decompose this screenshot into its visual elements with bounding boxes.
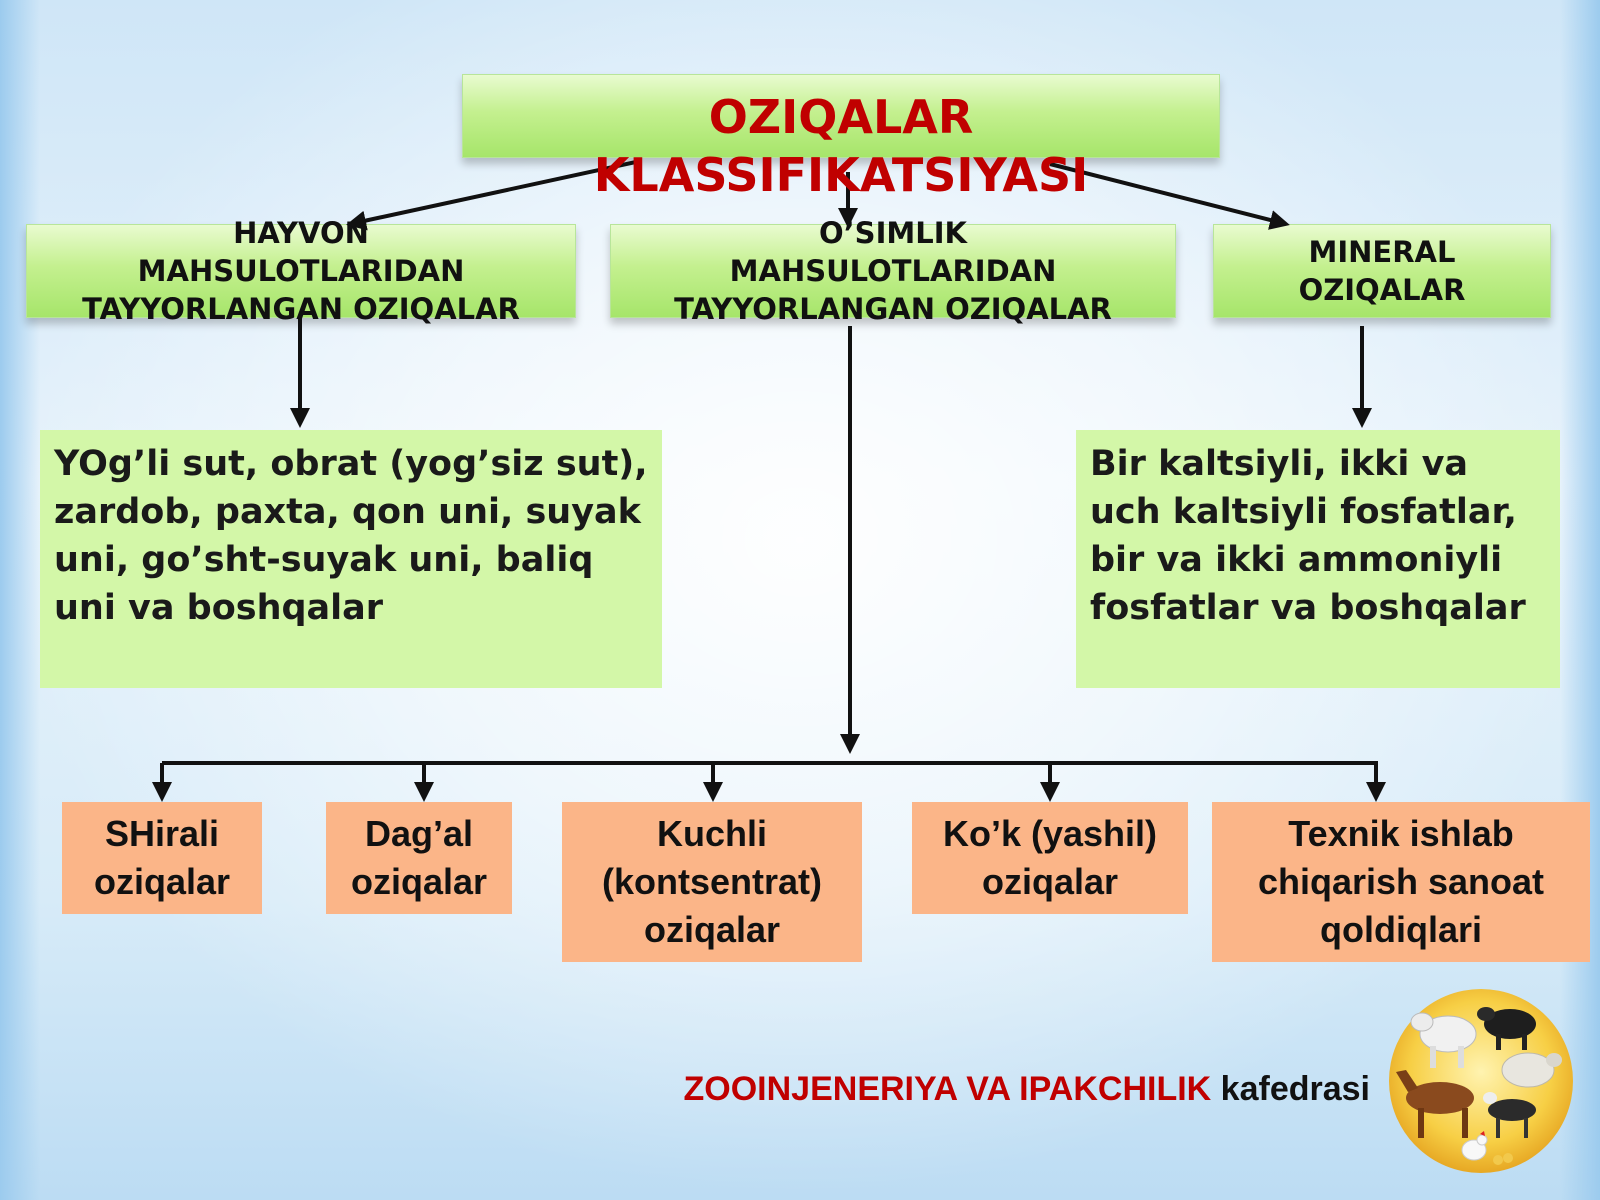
plant-type-roughage — [326, 802, 512, 914]
plant-type-label: SHirali oziqalar — [93, 813, 231, 902]
plant-type-industrial-residues — [1212, 802, 1590, 962]
page-title: OZIQALAR KLASSIFIKATSIYASI — [593, 90, 1089, 202]
plant-type-label: Ko’k (yashil) oziqalar — [942, 813, 1158, 902]
category-mineral-label: MINERAL OZIQALAR — [1298, 235, 1466, 307]
mineral-feeds-text: Bir kaltsiyli, ikki va uch kaltsiyli fosfatlar, bir va ikki ammoniyli fosfatlar va boshqalar — [1090, 444, 1526, 628]
plant-type-label: Kuchli (kontsentrat) oziqalar — [601, 813, 822, 950]
department-name: ZOOINJENERIYA VA IPAKCHILIK — [683, 1070, 1212, 1108]
plant-type-green — [912, 802, 1188, 914]
animal-feeds-text: YOg’li sut, obrat (yog’siz sut), zardob, paxta, qon uni, suyak uni, go’sht-suyak uni, baliq uni va boshqalar — [54, 444, 648, 628]
plant-type-succulent — [62, 802, 262, 914]
department-footer — [560, 1070, 1370, 1109]
department-suffix: kafedrasi — [1220, 1070, 1370, 1108]
plant-type-label: Texnik ishlab chiqarish sanoat qoldiqlari — [1257, 813, 1545, 950]
category-plant-label: O’SIMLIK MAHSULOTLARIDAN TAYYORLANGAN OZIQALAR — [674, 216, 1112, 326]
plant-type-concentrate — [562, 802, 862, 962]
farm-animals-logo-icon — [1388, 988, 1574, 1174]
plant-type-label: Dag’al oziqalar — [350, 813, 488, 902]
category-animal-label: HAYVON MAHSULOTLARIDAN TAYYORLANGAN OZIQALAR — [82, 216, 520, 326]
